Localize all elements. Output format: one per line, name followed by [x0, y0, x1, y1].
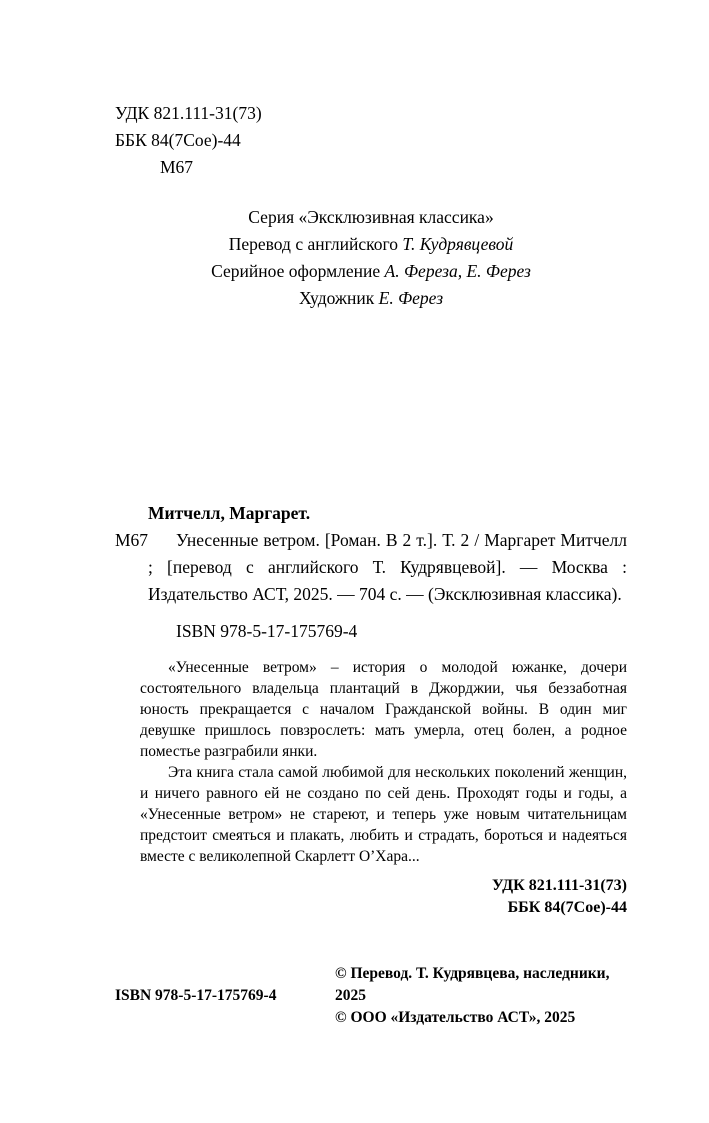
translation-credit [115, 231, 627, 258]
artist-credit-prefix: Художник [298, 288, 379, 308]
bib-author-heading: Митчелл, Маргарет. [148, 503, 311, 523]
footer-block [115, 963, 627, 1029]
copyright-block [335, 963, 627, 1029]
artist-credit [115, 285, 627, 312]
translation-credit-prefix: Перевод с английского [228, 234, 403, 254]
annotation-block [140, 657, 627, 867]
udk-code-bottom: УДК 821.111-31(73) [492, 877, 627, 894]
footer-isbn: ISBN 978-5-17-175769-4 [115, 987, 277, 1004]
top-codes-block [115, 100, 627, 181]
bbk-code-bottom: ББК 84(7Сое)-44 [507, 899, 627, 916]
artist-name: Е. Ферез [378, 288, 444, 308]
translator-name: Т. Кудрявцевой [402, 234, 514, 254]
udk-code-top: УДК 821.111-31(73) [115, 103, 262, 123]
design-credit [115, 258, 627, 285]
annotation-paragraph-2: Эта книга стала самой любимой для нескольких поколений женщин, и ничего равного ей не создано по сей день. Проходят годы и годы, а «Унесенные ветром» не стареют, и теперь уже новым читательницам предстоит смеяться и плакать, любить и страдать, бороться и надеяться вместе с великолепной Скарлетт О’Хара... [140, 764, 627, 865]
bib-entry [115, 527, 627, 608]
series-block [115, 204, 627, 312]
annotation-paragraph-1: «Унесенные ветром» – история о молодой южанке, дочери состоятельного владельца плантаций в Джорджии, чья беззаботная юность прекращается с началом Гражданской войны. В один миг девушке пришлось повзрослеть: мать умерла, отец болен, а родное поместье разграбили янки. [140, 659, 627, 760]
series-title: Серия «Эксклюзивная классика» [248, 207, 494, 227]
bib-entry-text: Унесенные ветром. [Роман. В 2 т.]. Т. 2 / Маргарет Митчелл ; [перевод с английского Т. Кудрявцевой]. — Москва : Издательство АСТ, 2025. — 704 с. — (Эксклюзивная классика). [148, 530, 627, 604]
copyright-translation: © Перевод. Т. Кудрявцева, наследники, 2025 [335, 965, 610, 1004]
isbn-line: ISBN 978-5-17-175769-4 [176, 621, 358, 641]
author-sign-code-top: М67 [160, 157, 194, 177]
designer-names: А. Фереза, Е. Ферез [384, 261, 531, 281]
codes-right-block [115, 875, 627, 919]
design-credit-prefix: Серийное оформление [211, 261, 385, 281]
bbk-code-top: ББК 84(7Сое)-44 [115, 130, 241, 150]
copyright-publisher: © ООО «Издательство АСТ», 2025 [335, 1009, 576, 1026]
author-sign-code-entry: М67 [115, 530, 149, 550]
